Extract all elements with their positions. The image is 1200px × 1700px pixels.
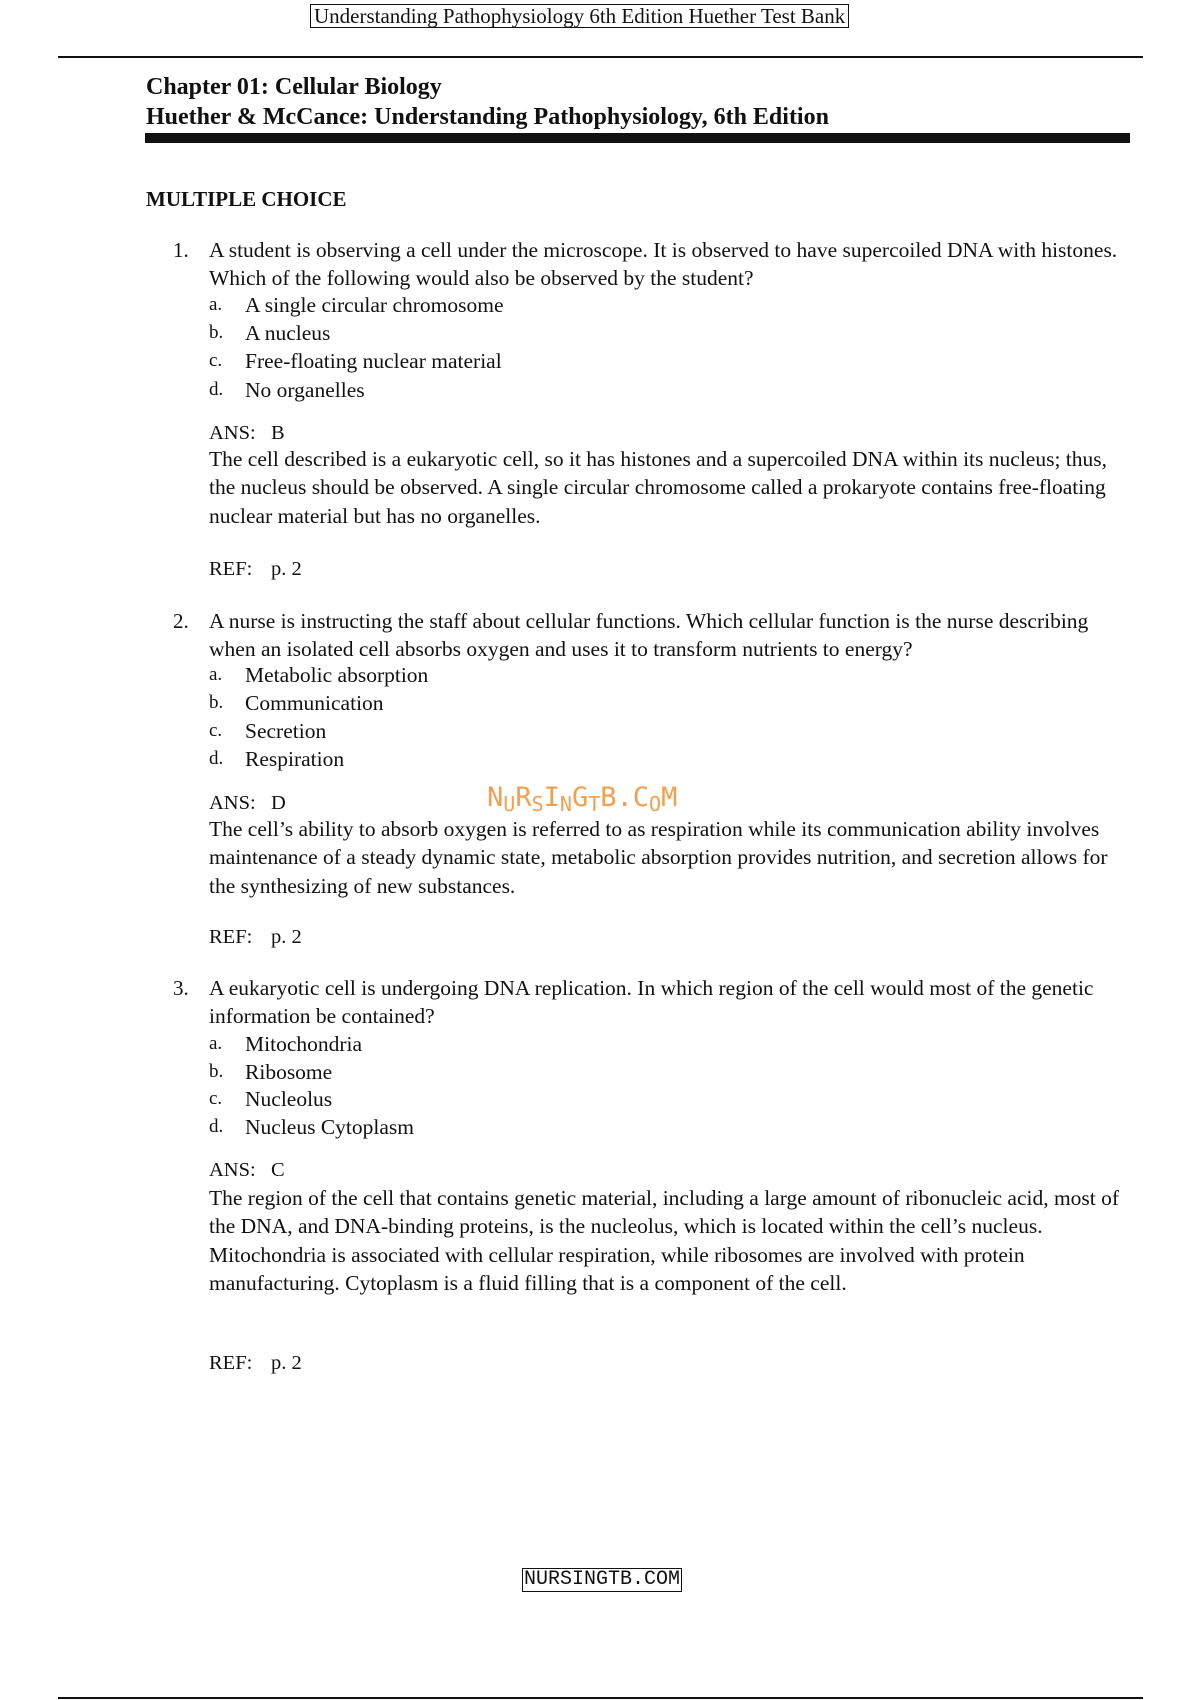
rationale: The cell described is a eukaryotic cell, so it has histones and a supercoiled DNA within its nucleus; thus, the nucleus should be observed. A single circular chromosome called a prokaryote contains free-floating nuclear material but has no organelles. xyxy=(209,447,1108,528)
answer-line xyxy=(209,1157,285,1183)
question-number: 3. xyxy=(173,976,189,1000)
answer-value: C xyxy=(271,1159,285,1181)
top-divider xyxy=(58,56,1143,58)
reference-label: REF: xyxy=(209,558,253,580)
reference-value: p. 2 xyxy=(271,558,302,580)
option-text: A single circular chromosome xyxy=(245,293,504,317)
reference-value: p. 2 xyxy=(271,926,302,948)
option-text: Mitochondria xyxy=(245,1032,363,1056)
option-letter: b. xyxy=(209,322,224,343)
option-letter: d. xyxy=(209,1116,224,1137)
reference-label: REF: xyxy=(209,1352,253,1374)
option-text: A nucleus xyxy=(245,321,331,345)
bottom-divider xyxy=(58,1697,1143,1699)
option-text: Metabolic absorption xyxy=(245,663,429,687)
option-letter: a. xyxy=(209,1033,223,1054)
answer-line xyxy=(209,790,286,816)
option-text: Ribosome xyxy=(245,1060,333,1084)
title-divider xyxy=(145,133,1130,143)
question-stem: A eukaryotic cell is undergoing DNA replication. In which region of the cell would most of the genetic information be contained? xyxy=(209,976,1094,1028)
option-letter: c. xyxy=(209,720,223,741)
answer-label: ANS: xyxy=(209,1159,256,1181)
book-title: Huether & McCance: Understanding Pathophysiology, 6th Edition xyxy=(146,104,829,130)
answer-line xyxy=(209,420,285,446)
option-text: Nucleus Cytoplasm xyxy=(245,1115,414,1139)
answer-label: ANS: xyxy=(209,422,256,444)
reference-line xyxy=(209,1350,302,1376)
question-stem: A nurse is instructing the staff about cellular functions. Which cellular function is the nurse describing when an isolated cell absorbs oxygen and uses it to transform nutrients to energy? xyxy=(209,609,1089,661)
option-letter: b. xyxy=(209,692,224,713)
footer-site-link[interactable]: NURSINGTB.COM xyxy=(524,1568,681,1591)
running-header: Understanding Pathophysiology 6th Edition Huether Test Bank xyxy=(310,4,849,28)
answer-value: D xyxy=(271,792,286,814)
rationale: The region of the cell that contains genetic material, including a large amount of ribonucleic acid, most of the DNA, and DNA-binding proteins, is the nucleolus, which is located within the cell’s nucleus. Mitochondria is associated with cellular respiration, while ribosomes are involved with protein manufacturing. Cytoplasm is a fluid filling that is a component of the cell. xyxy=(209,1186,1120,1295)
question-stem: A student is observing a cell under the microscope. It is observed to have supercoiled DNA with histones. Which of the following would also be observed by the student? xyxy=(209,238,1118,290)
option-text: Nucleolus xyxy=(245,1087,333,1111)
reference-value: p. 2 xyxy=(271,1352,302,1374)
option-letter: c. xyxy=(209,350,223,371)
watermark-logo: $N_UR_SI_NG_TB.C_OM$ xyxy=(487,782,678,816)
option-text: Communication xyxy=(245,691,384,715)
rationale: The cell’s ability to absorb oxygen is referred to as respiration while its communication ability involves maintenance of a steady dynamic state, metabolic absorption provides nutrition, and secretion allows for the synthesizing of new substances. xyxy=(209,817,1108,898)
question-number: 1. xyxy=(173,238,189,262)
option-letter: d. xyxy=(209,748,224,769)
option-text: Free-floating nuclear material xyxy=(245,349,502,373)
section-heading: MULTIPLE CHOICE xyxy=(146,187,347,211)
option-text: Secretion xyxy=(245,719,327,743)
option-letter: a. xyxy=(209,294,223,315)
answer-value: B xyxy=(271,422,285,444)
option-text: Respiration xyxy=(245,747,345,771)
chapter-title: Chapter 01: Cellular Biology xyxy=(146,74,442,100)
option-letter: c. xyxy=(209,1088,223,1109)
reference-line xyxy=(209,556,302,582)
answer-label: ANS: xyxy=(209,792,256,814)
question-number: 2. xyxy=(173,609,189,633)
option-letter: b. xyxy=(209,1061,224,1082)
reference-label: REF: xyxy=(209,926,253,948)
option-letter: d. xyxy=(209,379,224,400)
option-letter: a. xyxy=(209,664,223,685)
option-text: No organelles xyxy=(245,378,365,402)
reference-line xyxy=(209,924,302,950)
